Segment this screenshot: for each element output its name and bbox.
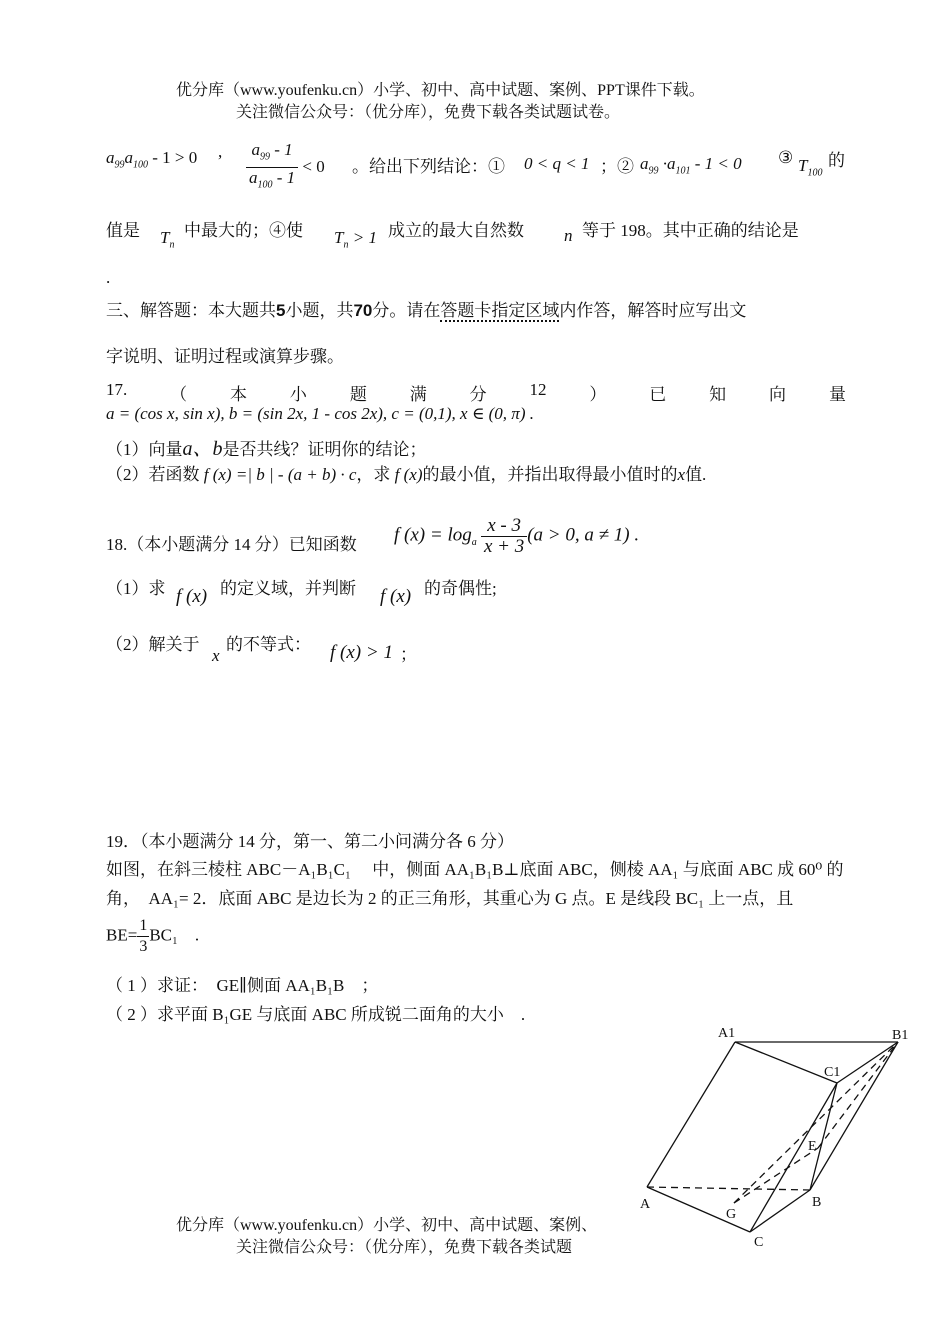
edge-C1-B1	[837, 1042, 898, 1083]
section-3-heading: 三、解答题：本大题共5小题，共70分。请在答题卡指定区域内作答，解答时应写出文	[106, 301, 747, 320]
line-G-E	[734, 1148, 818, 1203]
q17-vectors: a = (cos x, sin x), b = (sin 2x, 1 - cos 2x), c = (0,1), x ∈ (0, π) .	[106, 404, 534, 423]
q19-heading: 19．（本小题满分 14 分，第一、第二小问满分各 6 分）	[106, 832, 514, 851]
edge-C-C1	[750, 1083, 837, 1232]
label-C1: C1	[824, 1065, 841, 1080]
edge-A-A1	[647, 1042, 735, 1187]
q19-be-ratio: BE= $\frac{1}{3}$ BC₁ .	[106, 917, 200, 955]
edge-A1-C1	[735, 1042, 837, 1083]
label-E: E	[808, 1139, 817, 1154]
label-B1: B1	[892, 1028, 909, 1043]
edge-B-C1	[810, 1083, 837, 1190]
label-G: G	[726, 1207, 737, 1222]
edge-A-B-hidden	[647, 1187, 810, 1190]
label-A1: A1	[718, 1026, 736, 1041]
q17-part-1: （1）向量a、b是否共线？证明你的结论；	[106, 438, 427, 460]
label-B: B	[812, 1195, 822, 1210]
q16-fraction: $\frac{a_{99} - 1}{a_{100} - 1}$ < 0	[246, 140, 325, 196]
edge-C-B	[750, 1190, 810, 1232]
prism-figure	[630, 1020, 930, 1250]
footer-line-2: 关注微信公众号：（优分库），免费下载各类试题	[236, 1239, 573, 1256]
q19-part-2: （ 2 ）求平面 B₁GE 与底面 ABC 所成锐二面角的大小 .	[106, 1005, 526, 1024]
q17-heading: 17. （ 本 小 题 满 分 12 ） 已 知 向 量	[106, 380, 846, 404]
q16-ineq-1: - 1 > 0	[152, 148, 198, 167]
q18-heading: 18.（本小题满分 14 分）已知函数	[106, 535, 357, 554]
header-line-2: 关注微信公众号：（优分库），免费下载各类试题试卷。	[236, 104, 621, 121]
q18-function: f $(x) = \log_a$ $\frac{x - 3}{x + 3}$ (a > 0, a ≠ 1) .	[394, 515, 640, 557]
footer-line-1: 优分库（www.youfenku.cn）小学、初中、高中试题、案例、	[176, 1217, 598, 1234]
header-line-1: 优分库（www.youfenku.cn）小学、初中、高中试题、案例、PPT课件下载。	[176, 82, 705, 99]
label-C: C	[754, 1235, 764, 1250]
q17-part-2: （2）若函数 f (x) =| b | - (a + b) · c，求 f (x)的最小值，并指出取得最小值时的x值.	[106, 465, 707, 484]
q19-line-2: 角， AA₁= 2．底面 ABC 是边长为 2 的正三角形，其重心为 G 点。E 是线段 BC₁ 上一点，且	[106, 889, 794, 908]
label-A: A	[640, 1197, 651, 1212]
q19-line-1: 如图，在斜三棱柱 ABC－A₁B₁C₁ 中，侧面 AA₁B₁B⊥底面 ABC，侧棱 AA₁ 与底面 ABC 成 60⁰ 的	[106, 860, 844, 879]
q19-part-1: （ 1 ）求证： GE∥侧面 AA₁B₁B ；	[106, 976, 379, 995]
q16-line-1: $a_{99}a_{100} - 1 > 0$	[106, 148, 198, 171]
